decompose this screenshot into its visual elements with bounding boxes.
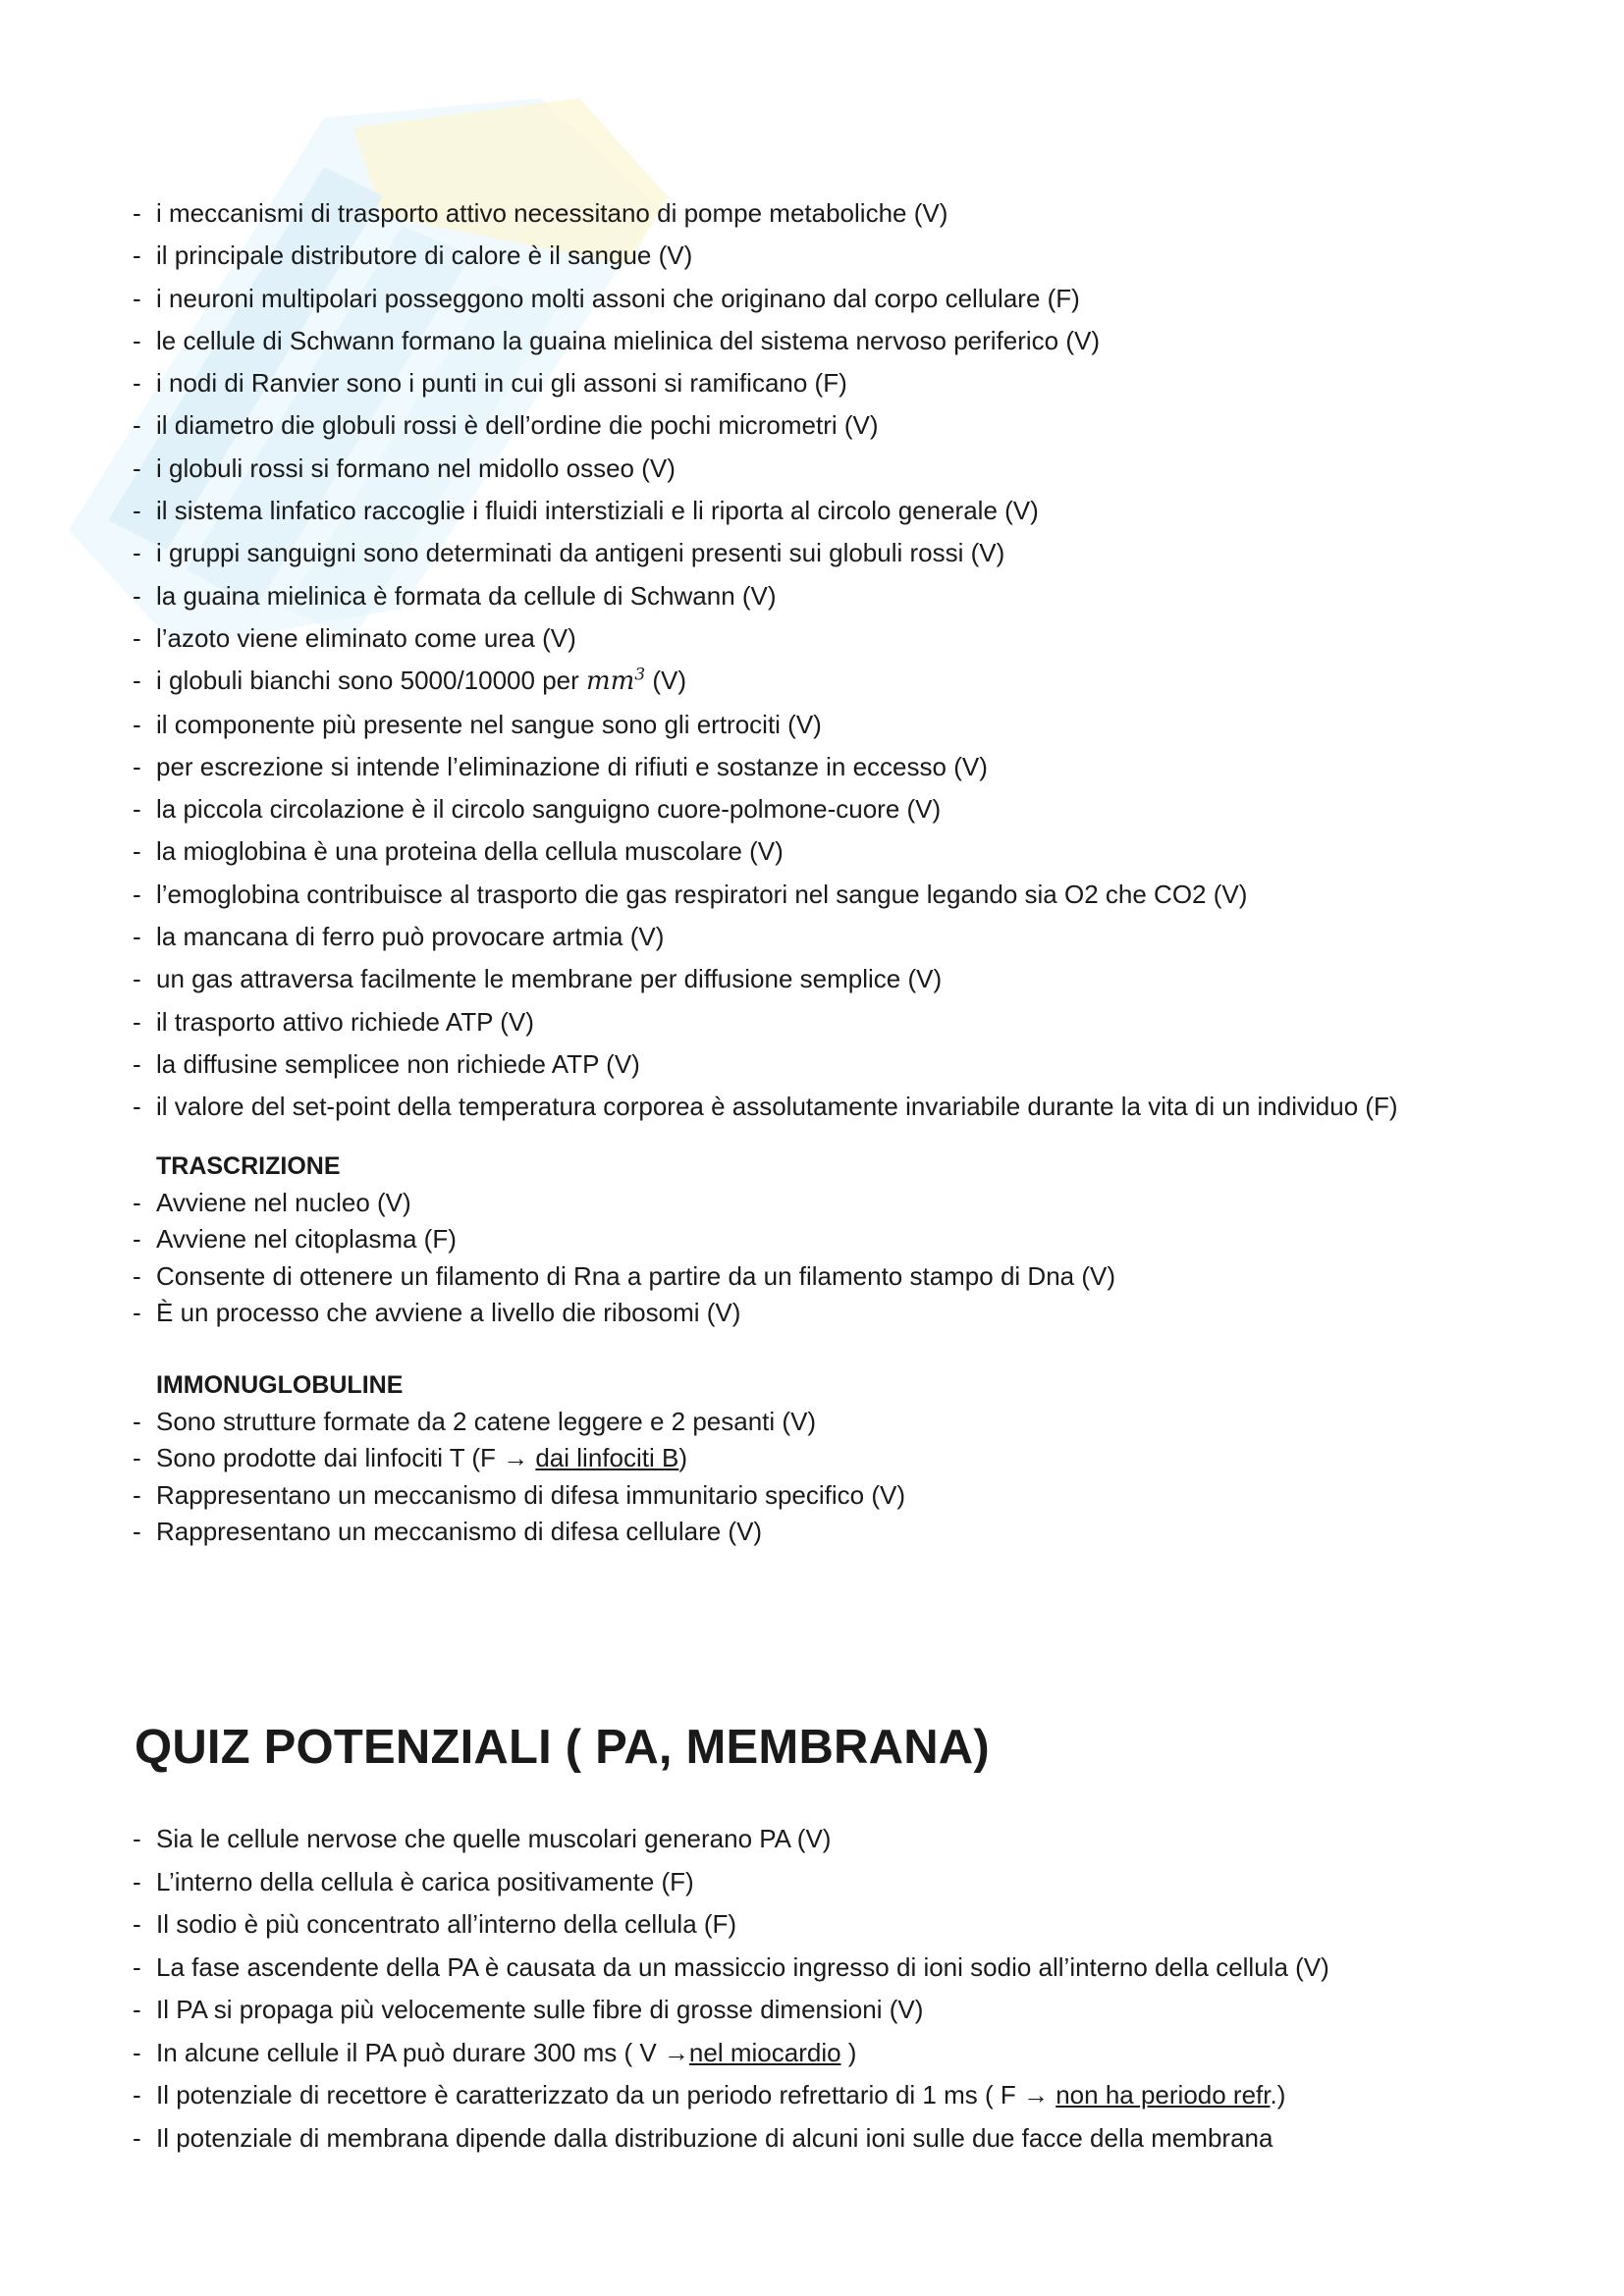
list-item: - l’emoglobina contribuisce al trasporto die gas respiratori nel sangue legando sia O2 che CO2 (V) bbox=[133, 874, 1507, 916]
list-item: - Sia le cellule nervose che quelle muscolari generano PA (V) bbox=[133, 1818, 1507, 1861]
item-text: ) bbox=[840, 2037, 857, 2067]
list-item: - le cellule di Schwann formano la guaina mielinica del sistema nervoso periferico (V) bbox=[133, 320, 1507, 362]
list-item: - un gas attraversa facilmente le membrane per diffusione semplice (V) bbox=[133, 958, 1507, 1000]
list-item: - i globuli rossi si formano nel midollo osseo (V) bbox=[133, 448, 1507, 490]
item-text: Sono prodotte dai linfociti T (F → bbox=[156, 1443, 536, 1473]
list-item: - il trasporto attivo richiede ATP (V) bbox=[133, 1001, 1507, 1043]
list-item: - il valore del set-point della temperatura corporea è assolutamente invariabile durante la vita di un individuo (F) bbox=[133, 1086, 1521, 1128]
item-text: i globuli bianchi sono 5000/10000 per bbox=[156, 666, 587, 696]
unit-exponent: 3 bbox=[634, 665, 646, 685]
list-item: - Il sodio è più concentrato all’interno della cellula (F) bbox=[133, 1903, 1507, 1947]
potenziali-list bbox=[133, 1818, 1507, 2160]
list-item: - Il potenziale di membrana dipende dalla distribuzione di alcuni ioni sulle due facce della membrana bbox=[133, 2117, 1507, 2161]
list-item: - l’azoto viene eliminato come urea (V) bbox=[133, 617, 1507, 660]
trascrizione-list bbox=[133, 1185, 1507, 1332]
list-item: - i neuroni multipolari posseggono molti assoni che originano dal corpo cellulare (F) bbox=[133, 278, 1507, 320]
list-item: - Rappresentano un meccanismo di difesa immunitario specifico (V) bbox=[133, 1477, 1507, 1515]
list-item: - Rappresentano un meccanismo di difesa cellulare (V) bbox=[133, 1514, 1507, 1551]
list-item: - la guaina mielinica è formata da cellule di Schwann (V) bbox=[133, 575, 1507, 617]
list-item: - il componente più presente nel sangue sono gli ertrociti (V) bbox=[133, 704, 1507, 746]
list-item: - È un processo che avviene a livello die ribosomi (V) bbox=[133, 1295, 1507, 1332]
list-item: - Consente di ottenere un filamento di Rna a partire da un filamento stampo di Dna (V) bbox=[133, 1258, 1507, 1296]
list-item: - i meccanismi di trasporto attivo necessitano di pompe metaboliche (V) bbox=[133, 192, 1507, 235]
item-text: (V) bbox=[645, 666, 687, 696]
list-item: - Il PA si propaga più velocemente sulle fibre di grosse dimensioni (V) bbox=[133, 1989, 1507, 2032]
list-item: - il sistema linfatico raccoglie i fluidi interstiziali e li riporta al circolo generale (V) bbox=[133, 490, 1507, 532]
list-item: - il principale distributore di calore è il sangue (V) bbox=[133, 235, 1507, 277]
section-title-potenziali: QUIZ POTENZIALI ( PA, MEMBRANA) bbox=[135, 1721, 990, 1774]
list-item: - L’interno della cellula è carica positivamente (F) bbox=[133, 1861, 1507, 1904]
list-item: - Avviene nel nucleo (V) bbox=[133, 1185, 1507, 1222]
document-body bbox=[133, 192, 1507, 1551]
list-item: - La fase ascendente della PA è causata da un massiccio ingresso di ioni sodio all’interno della cellula (V) bbox=[133, 1947, 1507, 1990]
list-item: - i gruppi sanguigni sono determinati da antigeni presenti sui globuli rossi (V) bbox=[133, 532, 1507, 574]
item-text: ) bbox=[678, 1443, 687, 1473]
list-item: - Avviene nel citoplasma (F) bbox=[133, 1221, 1507, 1258]
underlined-correction: dai linfociti B bbox=[535, 1443, 679, 1473]
list-item: - Sono strutture formate da 2 catene leggere e 2 pesanti (V) bbox=[133, 1404, 1507, 1441]
list-item: - per escrezione si intende l’eliminazione di rifiuti e sostanze in eccesso (V) bbox=[133, 746, 1507, 788]
unit-symbol: mm bbox=[586, 667, 635, 697]
quiz-list bbox=[133, 192, 1507, 1129]
list-item: - i nodi di Ranvier sono i punti in cui gli assoni si ramificano (F) bbox=[133, 362, 1507, 404]
list-item bbox=[133, 1440, 1507, 1477]
list-item bbox=[133, 2032, 1507, 2075]
immunoglobuline-list bbox=[133, 1404, 1507, 1551]
potenziali-block bbox=[133, 1818, 1507, 2160]
list-item: - la piccola circolazione è il circolo sanguigno cuore-polmone-cuore (V) bbox=[133, 788, 1507, 830]
section-heading-trascrizione: TRASCRIZIONE bbox=[156, 1151, 341, 1180]
list-item: - il diametro die globuli rossi è dell’ordine die pochi micrometri (V) bbox=[133, 404, 1507, 447]
list-item-globuli-bianchi bbox=[133, 660, 1507, 703]
list-item: - la diffusine semplicee non richiede ATP (V) bbox=[133, 1043, 1507, 1086]
underlined-correction: nel miocardio bbox=[688, 2037, 841, 2067]
list-item bbox=[133, 2074, 1507, 2117]
section-heading-immunoglobuline: IMMONUGLOBULINE bbox=[156, 1370, 404, 1399]
list-item: - la mioglobina è una proteina della cellula muscolare (V) bbox=[133, 830, 1507, 873]
list-item: - la mancana di ferro può provocare artmia (V) bbox=[133, 916, 1507, 958]
item-text: In alcune cellule il PA può durare 300 ms ( V → bbox=[156, 2037, 689, 2067]
item-text: .) bbox=[1270, 2080, 1286, 2109]
item-text: Il potenziale di recettore è caratterizzato da un periodo refrettario di 1 ms ( F → bbox=[156, 2080, 1056, 2109]
underlined-correction: non ha periodo refr bbox=[1056, 2080, 1271, 2109]
